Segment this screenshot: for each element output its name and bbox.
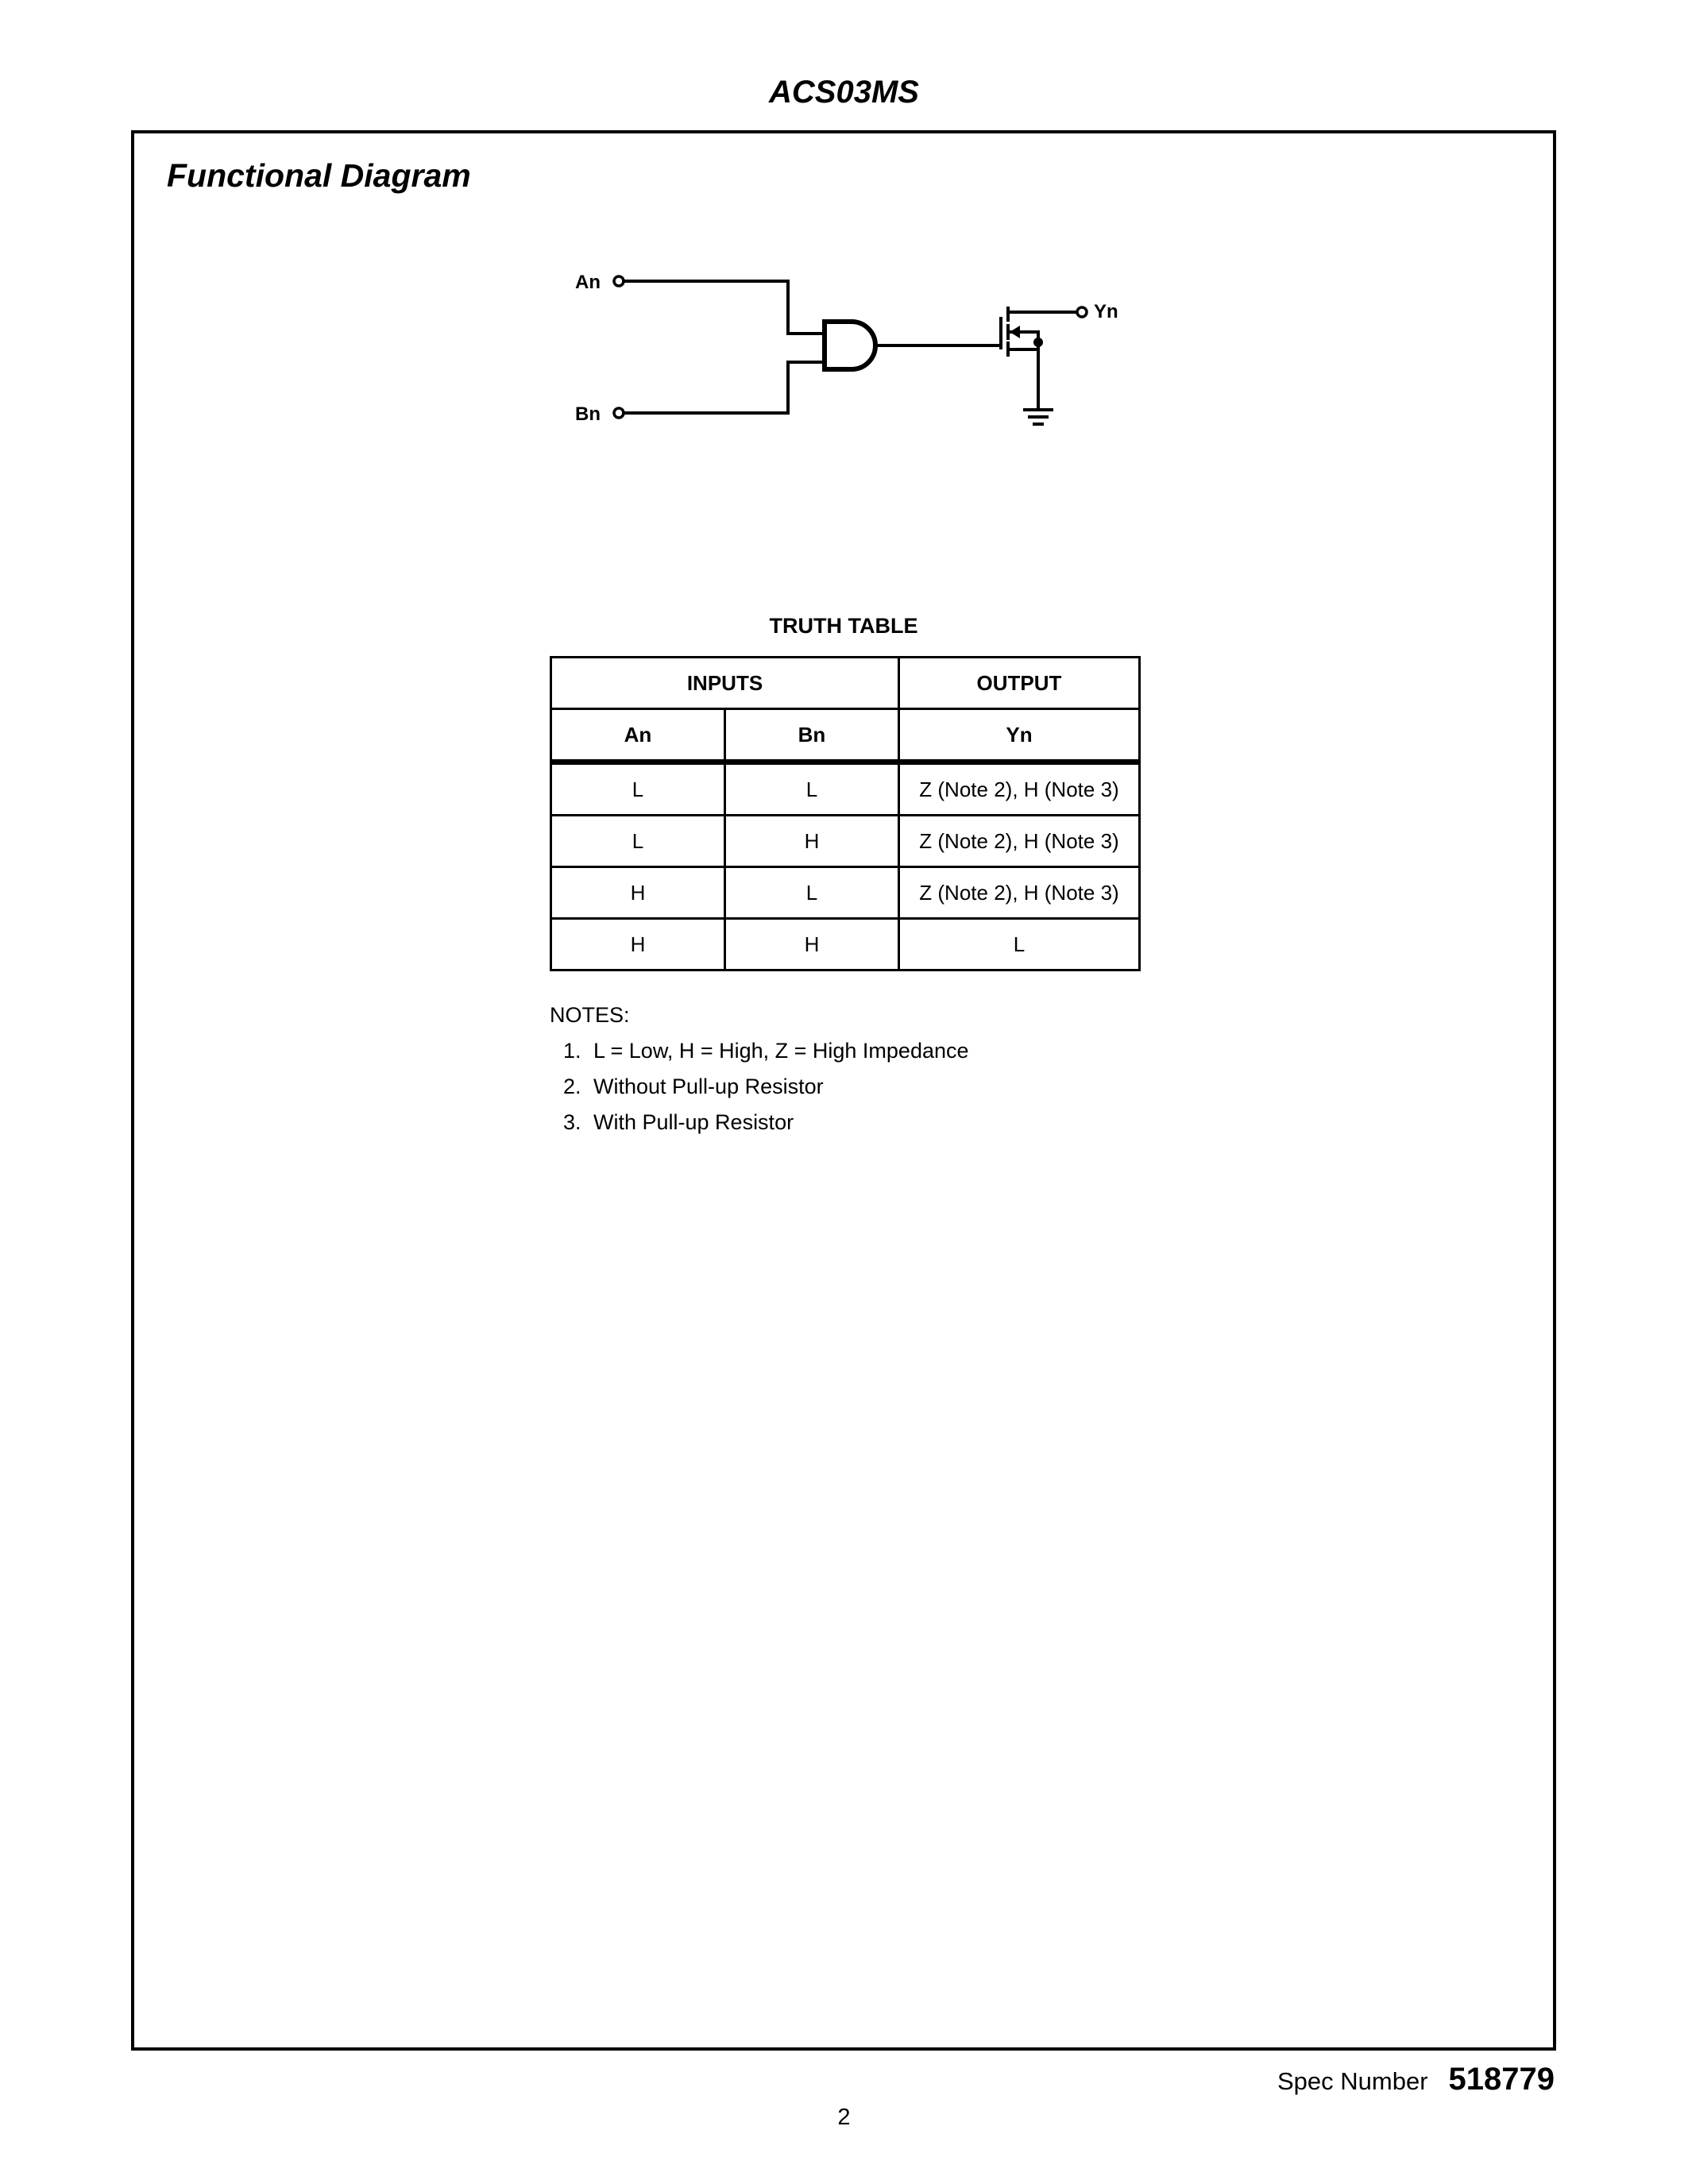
input-a-wire	[624, 281, 825, 334]
mosfet-arrow	[1010, 326, 1020, 338]
note-number: 3.	[563, 1110, 581, 1134]
table-cell: H	[551, 867, 725, 919]
table-cell: H	[551, 919, 725, 970]
note-number: 2.	[563, 1075, 581, 1098]
table-cell: L	[899, 919, 1140, 970]
truth-table-group-header-row	[551, 658, 1140, 709]
table-cell: L	[725, 762, 899, 816]
spec-number-block	[1277, 2062, 1555, 2097]
table-cell: L	[725, 867, 899, 919]
table-cell: L	[551, 816, 725, 867]
inputs-header: INPUTS	[551, 658, 899, 709]
note-text: Without Pull-up Resistor	[593, 1075, 824, 1098]
page-number: 2	[837, 2105, 851, 2130]
note-item	[550, 1033, 969, 1069]
table-cell: H	[725, 919, 899, 970]
table-cell: Z (Note 2), H (Note 3)	[899, 762, 1140, 816]
note-text: With Pull-up Resistor	[593, 1110, 794, 1134]
input-b-wire	[624, 362, 825, 413]
column-header-an: An	[551, 709, 725, 762]
spec-label: Spec Number	[1277, 2067, 1428, 2095]
notes	[550, 997, 969, 1140]
input-b-label: Bn	[575, 403, 601, 425]
truth-table-title: TRUTH TABLE	[769, 614, 918, 638]
output-pin	[1077, 307, 1087, 317]
source-junction-dot	[1033, 338, 1043, 347]
output-label: Yn	[1094, 301, 1118, 322]
section-title: Functional Diagram	[167, 157, 471, 194]
functional-diagram	[0, 0, 1688, 556]
table-row	[551, 762, 1140, 816]
ground-symbol	[1023, 410, 1053, 424]
table-row	[551, 919, 1140, 970]
note-number: 1.	[563, 1039, 581, 1063]
notes-heading: NOTES:	[550, 1003, 630, 1027]
and-gate-symbol	[825, 322, 875, 369]
output-header: OUTPUT	[899, 658, 1140, 709]
spec-number: 518779	[1448, 2062, 1555, 2097]
note-text: L = Low, H = High, Z = High Impedance	[593, 1039, 969, 1063]
column-header-yn: Yn	[899, 709, 1140, 762]
table-row	[551, 816, 1140, 867]
truth-table-column-header-row	[551, 709, 1140, 762]
note-item	[550, 1069, 969, 1105]
input-a-label: An	[575, 272, 601, 293]
note-item	[550, 1105, 969, 1140]
table-cell: L	[551, 762, 725, 816]
table-cell: Z (Note 2), H (Note 3)	[899, 816, 1140, 867]
table-cell: H	[725, 816, 899, 867]
column-header-bn: Bn	[725, 709, 899, 762]
truth-table	[550, 656, 1141, 971]
document-title: ACS03MS	[769, 75, 919, 110]
table-cell: Z (Note 2), H (Note 3)	[899, 867, 1140, 919]
table-row	[551, 867, 1140, 919]
